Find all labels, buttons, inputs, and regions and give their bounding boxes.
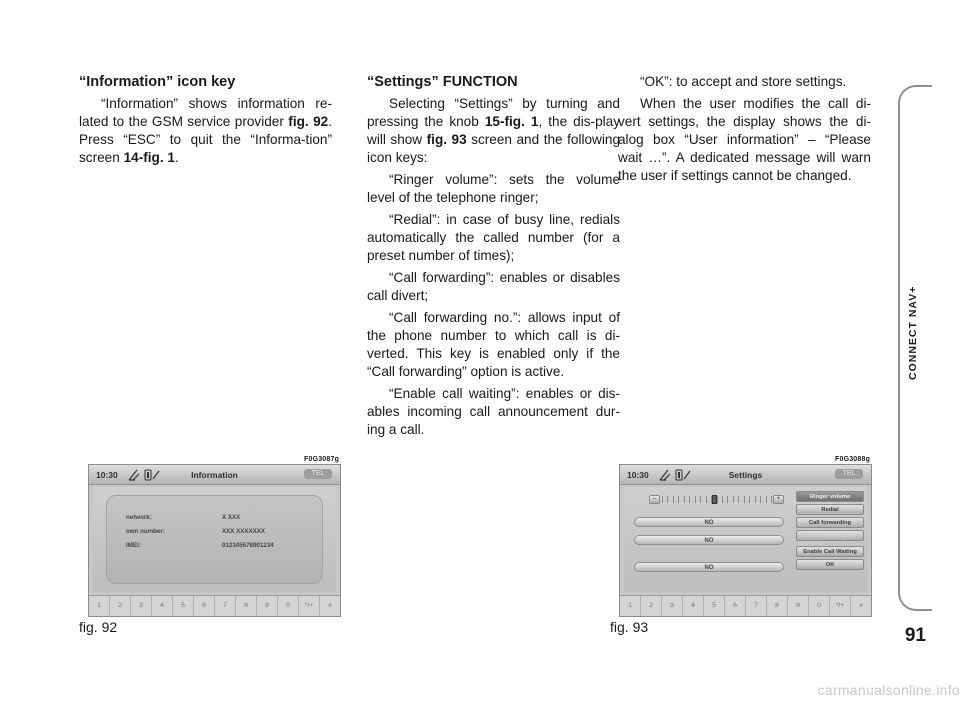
paragraph-information: “Information” shows information re-lated to the GSM service provider fig. 92. Press “ESC” to quit the “Informa-tion” screen 14-fig. 1. [79,96,332,165]
fig92-caption: fig. 92 [79,619,118,635]
fig93-keypad [620,595,871,616]
key-0[interactable]: 0 [809,596,830,616]
volume-up-button[interactable]: + [773,495,784,504]
key-star-plus[interactable]: */+ [299,596,320,616]
key-hash[interactable]: # [859,602,863,609]
tel-button[interactable]: TEL [304,469,332,479]
paragraph-redial: “Redial”: in case of busy line, redials automatically the called number (for a preset number of times); [367,212,620,263]
key-6[interactable]: 6 [725,596,746,616]
fig-ref: fig. 92 [288,114,329,129]
network-label: network: [126,514,152,521]
enable-call-waiting-button[interactable]: Enable Call Waiting [796,546,864,557]
slider-tick [706,496,707,503]
key-1[interactable]: 1 [89,596,110,616]
column-ok [618,73,871,189]
paragraph-call-divert-dialog: When the user modifies the call di-vert settings, the display shows the di-alog box “User information” – “Please wait …”. A dedicated message will warn the user if settings cannot be changed. [618,96,871,183]
fig92-body [93,487,336,592]
key-3[interactable]: 3 [662,596,683,616]
ringer-volume-slider[interactable] [649,495,784,504]
watermark-footer: carmanualsonline.info [817,682,960,698]
imei-label: IMEI: [126,542,141,549]
heading-information-icon-key: “Information” icon key [79,74,236,90]
ringer-volume-button[interactable]: Ringer volume [796,491,864,502]
slider-tick [662,496,663,503]
own-number-value: XXX XXXXXXX [222,528,265,535]
fig93-screen [619,464,872,617]
info-panel [106,495,323,584]
slider-tick [744,496,745,503]
paragraph-call-forwarding-no: “Call forwarding no.”: allows input of the phone number to which call is di-verted. This key is enabled only if the “Call forwarding” option is active. [367,310,620,379]
slider-tick [700,496,701,503]
key-4[interactable]: 4 [683,596,704,616]
key-8[interactable]: 8 [236,596,257,616]
fig-ref: 14-fig. 1 [123,150,175,165]
slider-tick [766,496,767,503]
slider-tick [722,496,723,503]
redial-value-pill: NO [634,517,784,527]
slider-tick [684,496,685,503]
key-3[interactable]: 3 [131,596,152,616]
key-9[interactable]: 9 [257,596,278,616]
own-number-label: own number: [126,528,165,535]
call-forwarding-value-pill: NO [634,535,784,545]
section-tab [898,85,932,611]
key-2[interactable]: 2 [641,596,662,616]
fig-ref: 15-fig. 1 [484,114,539,129]
paragraph-ringer-volume: “Ringer volume”: sets the volume level of the telephone ringer; [367,172,620,205]
slider-tick [771,496,772,503]
key-1[interactable]: 1 [620,596,641,616]
fig92-code: F0G3087g [304,456,340,463]
fig-ref: fig. 93 [426,132,467,147]
fig93-header [620,465,871,485]
fig92-screen [88,464,341,617]
redial-button[interactable]: Redial [796,504,864,515]
key-hash[interactable]: # [328,602,332,609]
paragraph-call-forwarding: “Call forwarding”: enables or disables call divert; [367,270,620,303]
slider-tick [727,496,728,503]
slider-tick [717,496,718,503]
slider-tick [738,496,739,503]
fig93-code: F0G3088g [835,456,871,463]
key-star-plus[interactable]: */+ [830,596,851,616]
key-7[interactable]: 7 [215,596,236,616]
key-6[interactable]: 6 [194,596,215,616]
volume-down-button[interactable]: – [649,495,660,504]
slider-tick [667,496,668,503]
tel-button[interactable]: TEL [835,469,863,479]
key-9[interactable]: 9 [788,596,809,616]
key-7[interactable]: 7 [746,596,767,616]
fig93-clock: 10:30 [627,470,649,480]
key-5[interactable]: 5 [173,596,194,616]
fig92-keypad [89,595,340,616]
page-number: 91 [904,625,926,646]
ok-button[interactable]: OK [796,559,864,570]
slider-tick [695,496,696,503]
heading-settings-function: “Settings” FUNCTION [367,74,518,90]
slider-tick [678,496,679,503]
call-forwarding-button[interactable]: Call forwarding [796,517,864,528]
paragraph-ok: “OK”: to accept and store settings. [640,74,847,89]
slider-tick [673,496,674,503]
fig93-body [624,487,867,592]
slider-tick [749,496,750,503]
key-5[interactable]: 5 [704,596,725,616]
fig92-title: Information [191,470,238,480]
section-tab-label: CONNECT NAV+ [907,285,919,380]
column-settings [367,73,620,443]
fig93-caption: fig. 93 [610,619,649,635]
slider-tick [689,496,690,503]
paragraph-settings-intro: Selecting “Settings” by turning and pressing the knob 15-fig. 1, the dis-play will show fig. 93 screen and the following icon keys: [367,96,621,165]
key-2[interactable]: 2 [110,596,131,616]
slider-tick [711,496,712,503]
call-forwarding-no-button[interactable]: Call forwarding no. [796,530,864,541]
fig92-clock: 10:30 [96,470,118,480]
slider-tick [733,496,734,503]
call-waiting-value-pill: NO [634,562,784,572]
paragraph-enable-call-waiting: “Enable call waiting”: enables or dis-ables incoming call announcement dur-ing a call. [367,386,620,437]
slider-tick [760,496,761,503]
key-8[interactable]: 8 [767,596,788,616]
slider-tick [755,496,756,503]
key-4[interactable]: 4 [152,596,173,616]
column-information [79,73,332,171]
network-value: X XXX [222,514,241,521]
fig93-title: Settings [728,470,763,480]
fig92-header [89,465,340,485]
key-0[interactable]: 0 [278,596,299,616]
imei-value: 012345678901234 [222,542,274,549]
